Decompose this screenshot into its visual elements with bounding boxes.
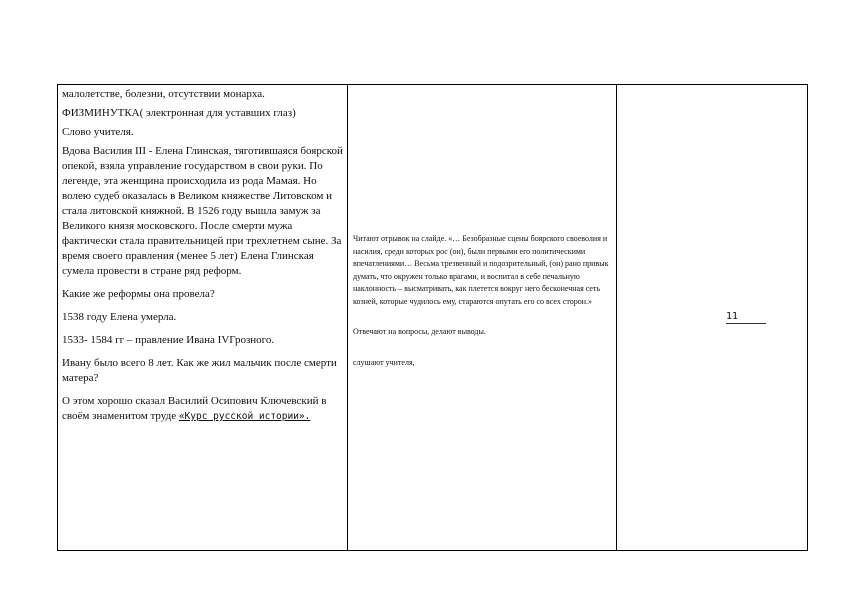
paragraph: 1533- 1584 гг – правление Ивана IVГрозного.: [62, 334, 275, 346]
question: Ивану было всего 8 лет. Как же жил мальчик после смерти матера?: [62, 357, 337, 384]
score-field: 11: [726, 311, 766, 324]
teacher-activity-cell: [62, 87, 345, 432]
teacher-word-heading: Слово учителя.: [62, 126, 134, 138]
column-divider: [616, 85, 617, 550]
paragraph: слушают учителя,: [353, 357, 415, 367]
paragraph-text: О этом хорошо сказал Василий Осипович Ключевский в своём знаменитом труде: [62, 395, 327, 422]
question: Какие же реформы она провела?: [62, 288, 215, 300]
paragraph: Вдова Василия III - Елена Глинская, тяготившаяся боярской опекой, взяла управление государством в свои руки. По легенде, эта женщина происходила из рода Мамая. Но волею судеб оказалась в Великом княжестве Литовском и стала литовской княжной. В 1526 году вышла замуж за Великого князя московского. После смерти мужа фактически стала правительницей при трехлетнем сыне. За время своего правления (менее 5 лет) Елена Глинская сумела провести в стране ряд реформ.: [62, 145, 343, 277]
paragraph: [62, 394, 345, 424]
book-title-link[interactable]: «Курс русской истории».: [178, 411, 311, 422]
physical-break-heading: ФИЗМИНУТКА( электронная для уставших глаз): [62, 107, 296, 119]
column-divider: [347, 85, 348, 550]
student-activity-cell: [353, 233, 611, 387]
lesson-table: [57, 84, 808, 551]
paragraph: 1538 году Елена умерла.: [62, 311, 177, 323]
quote-paragraph: Читают отрывок на слайде. «… Безобразные сцены боярского своеволия и насилия, среди которых рос (он), были первыми его политическими впечатлениями… Весьма трезвенный и подозрительный, (он) рано привык думать, что окружен только врагами, и воспитал в себе печальную наклонность – высматривать, как плетется вокруг него бесконечная сеть козней, которые чудилось ему, стараются опутать его со всех сторон.»: [353, 234, 609, 306]
paragraph: Отвечают на вопросы, делают выводы.: [353, 327, 486, 336]
paragraph: малолетстве, болезни, отсутствии монарха.: [62, 88, 265, 100]
